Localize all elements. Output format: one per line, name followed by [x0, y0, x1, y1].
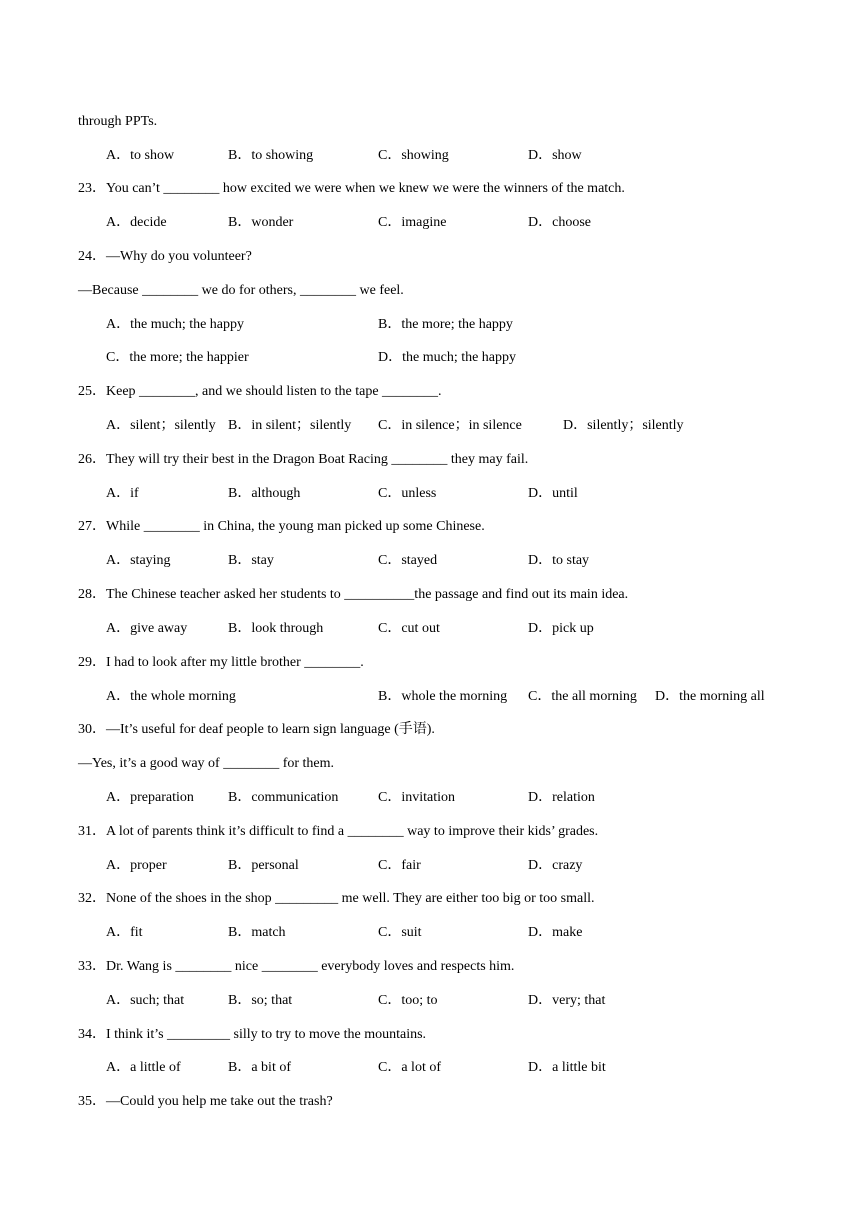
- question-30-reply: —Yes, it’s a good way of ________ for them.: [78, 756, 335, 771]
- question-32: 32．None of the shoes in the shop _________ me well. They are either too big or too small.: [78, 891, 595, 906]
- question-31: 31．A lot of parents think it’s difficult to find a ________ way to improve their kids’ grades.: [78, 824, 599, 839]
- option-d: D．a little bit: [528, 1060, 606, 1075]
- option-a: A．give away: [106, 621, 188, 636]
- option-b: B．so; that: [228, 993, 293, 1008]
- option-c: C．cut out: [378, 621, 440, 636]
- option-b: B．a bit of: [228, 1060, 291, 1075]
- option-b: B．look through: [228, 621, 324, 636]
- question-29: 29．I had to look after my little brother ________.: [78, 655, 364, 670]
- option-d: D．the morning all: [655, 689, 765, 704]
- option-a: A．staying: [106, 553, 171, 568]
- option-d: D．crazy: [528, 858, 583, 873]
- option-c: C．suit: [378, 925, 422, 940]
- option-c: C．too; to: [378, 993, 438, 1008]
- option-b: B．wonder: [228, 215, 294, 230]
- question-24: 24．—Why do you volunteer?: [78, 249, 252, 264]
- question-34: 34．I think it’s _________ silly to try to move the mountains.: [78, 1027, 427, 1042]
- option-a: A．such; that: [106, 993, 185, 1008]
- option-d: D．make: [528, 925, 583, 940]
- option-a: A．the whole morning: [106, 689, 236, 704]
- option-c: C．the all morning: [528, 689, 637, 704]
- question-33: 33．Dr. Wang is ________ nice ________ everybody loves and respects him.: [78, 959, 515, 974]
- option-d: D．the much; the happy: [378, 350, 517, 365]
- option-c: C．unless: [378, 486, 437, 501]
- question-35: 35．—Could you help me take out the trash?: [78, 1094, 333, 1109]
- option-d: D．show: [528, 148, 582, 163]
- option-b: B．although: [228, 486, 301, 501]
- question-26: 26．They will try their best in the Dragon Boat Racing ________ they may fail.: [78, 452, 529, 467]
- option-b: B．match: [228, 925, 286, 940]
- option-b: B．communication: [228, 790, 339, 805]
- option-c: C．imagine: [378, 215, 447, 230]
- option-b: B．stay: [228, 553, 274, 568]
- option-c: C．invitation: [378, 790, 455, 805]
- option-a: A．fit: [106, 925, 143, 940]
- option-c: C．in silence；in silence: [378, 418, 522, 433]
- option-c: C．showing: [378, 148, 449, 163]
- option-c: C．a lot of: [378, 1060, 441, 1075]
- option-d: D．choose: [528, 215, 591, 230]
- question-text: through PPTs.: [78, 114, 158, 129]
- option-b: B．whole the morning: [378, 689, 508, 704]
- option-b: B．personal: [228, 858, 299, 873]
- option-a: A．if: [106, 486, 139, 501]
- option-c: C．fair: [378, 858, 421, 873]
- option-d: D．relation: [528, 790, 595, 805]
- option-a: A．a little of: [106, 1060, 181, 1075]
- option-b: B．the more; the happy: [378, 317, 513, 332]
- question-28: 28．The Chinese teacher asked her students to __________the passage and find out its main idea.: [78, 587, 629, 602]
- option-a: A．to show: [106, 148, 175, 163]
- option-d: D．very; that: [528, 993, 606, 1008]
- option-b: B．in silent；silently: [228, 418, 352, 433]
- question-23: 23．You can’t ________ how excited we were when we knew we were the winners of the match.: [78, 181, 625, 196]
- question-24-reply: —Because ________ we do for others, ________ we feel.: [78, 283, 404, 298]
- option-a: A．decide: [106, 215, 167, 230]
- question-27: 27．While ________ in China, the young man picked up some Chinese.: [78, 519, 485, 534]
- option-a: A．silent；silently: [106, 418, 216, 433]
- option-a: A．preparation: [106, 790, 194, 805]
- question-25: 25．Keep ________, and we should listen to the tape ________.: [78, 384, 442, 399]
- question-30: 30．—It’s useful for deaf people to learn sign language (手语).: [78, 722, 435, 737]
- option-d: D．until: [528, 486, 578, 501]
- option-a: A．proper: [106, 858, 167, 873]
- option-c: C．the more; the happier: [106, 350, 249, 365]
- option-b: B．to showing: [228, 148, 314, 163]
- option-d: D．silently；silently: [563, 418, 684, 433]
- option-d: D．pick up: [528, 621, 594, 636]
- option-c: C．stayed: [378, 553, 438, 568]
- option-a: A．the much; the happy: [106, 317, 245, 332]
- option-d: D．to stay: [528, 553, 590, 568]
